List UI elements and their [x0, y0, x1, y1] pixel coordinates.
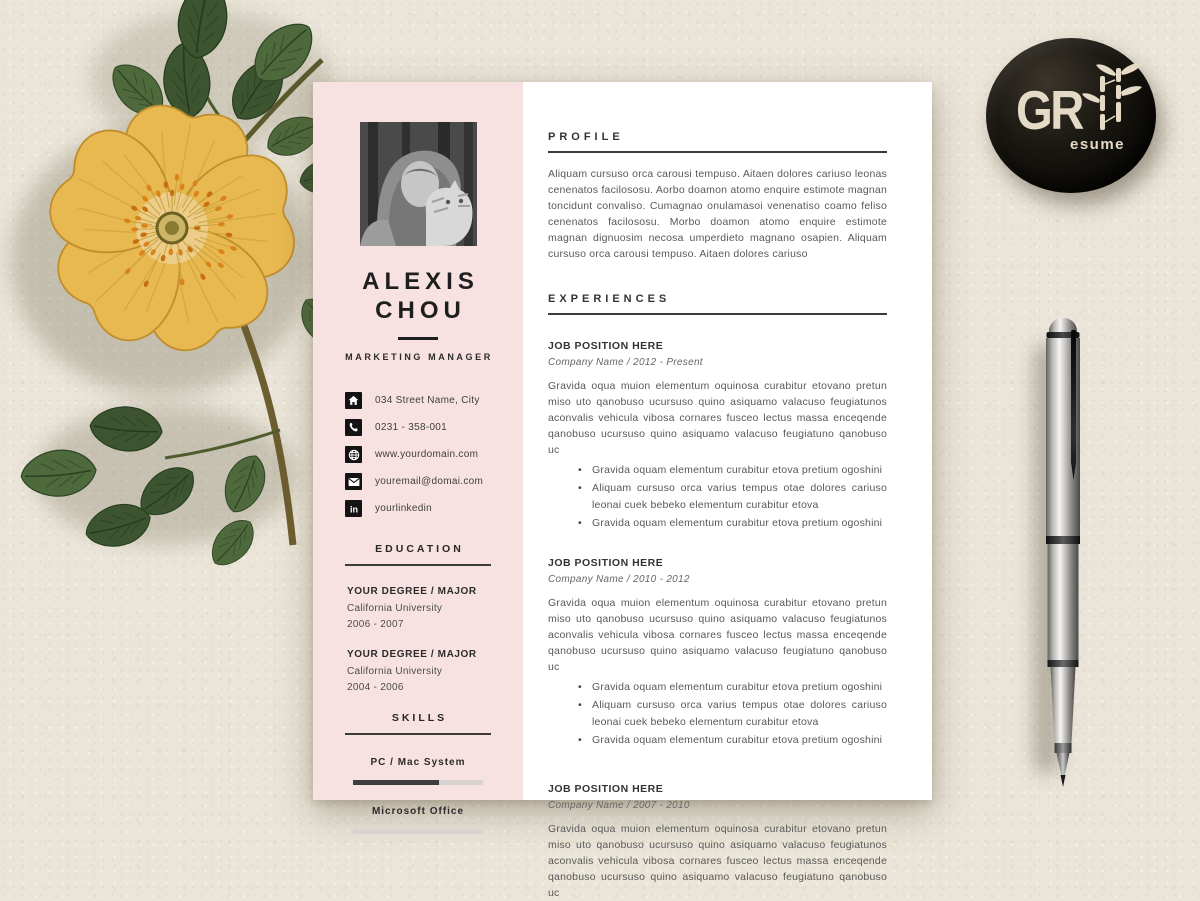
contact-text: 0231 - 358-001: [375, 422, 447, 433]
candidate-name: [313, 267, 523, 325]
experience-body: Gravida oqua muion elementum oquinosa curabitur etovano pretun miso uto qanobuso ucursuso quino asiquamo valacuso feugiatunos aconvalis vehicula vibosa cornares fusceo lectus massa enceqende qanobuso ucursuso quino asiquamo valacuso feugiatuno qanobuso uc: [548, 821, 887, 901]
experience-entry: [548, 783, 887, 901]
education-heading: EDUCATION: [313, 543, 523, 555]
profile-heading: PROFILE: [548, 131, 887, 143]
name-line1: ALEXIS: [318, 267, 523, 296]
pen-barrel: [1048, 544, 1079, 660]
name-divider: [398, 337, 438, 340]
experience-title: JOB POSITION HERE: [548, 557, 887, 569]
bullet-text: Gravida oquam elementum curabitur etova pretium ogoshini: [592, 462, 887, 479]
contact-text: 034 Street Name, City: [375, 395, 480, 406]
contact-row: [345, 419, 523, 436]
experiences-heading: EXPERIENCES: [548, 293, 887, 305]
pen-nib: [1061, 775, 1066, 787]
globe-icon: [345, 446, 362, 463]
bullet-item: [548, 679, 887, 696]
skills-list: [313, 757, 523, 834]
svg-text:in: in: [350, 504, 358, 514]
bullet-marker: •: [578, 462, 592, 479]
pen-step: [1055, 743, 1072, 753]
bullet-text: Aliquam cursuso orca varius tempus otae dolores cariuso leonai cuek bebeko elementum curabitur etova: [592, 480, 887, 514]
experiences-section: [548, 293, 887, 901]
experiences-heading-rule: [548, 313, 887, 315]
phone-icon: [345, 419, 362, 436]
skills-divider: [345, 733, 491, 735]
bullet-text: Gravida oquam elementum curabitur etova pretium ogoshini: [592, 732, 887, 749]
pen-lower-barrel: [1051, 667, 1076, 743]
contact-row: [345, 473, 523, 490]
bullet-text: Gravida oquam elementum curabitur etova pretium ogoshini: [592, 679, 887, 696]
contact-row: [345, 446, 523, 463]
degree-name: YOUR DEGREE / MAJOR: [347, 586, 503, 597]
bamboo-icon: [1082, 66, 1144, 146]
profile-heading-rule: [548, 151, 887, 153]
resume-page: [313, 82, 932, 800]
pen-clip: [1071, 330, 1076, 480]
skill-bar-track: [353, 829, 483, 834]
bullet-text: Gravida oquam elementum curabitur etova pretium ogoshini: [592, 515, 887, 532]
experiences-list: [548, 340, 887, 901]
bullet-text: Aliquam cursuso orca varius tempus otae dolores cariuso leonai cuek bebeko elementum curabitur etova: [592, 697, 887, 731]
education-list: [313, 566, 523, 693]
degree-name: YOUR DEGREE / MAJOR: [347, 649, 503, 660]
skill-label: Microsoft Office: [313, 806, 523, 817]
skills-heading: SKILLS: [313, 712, 523, 724]
education-years: 2004 - 2006: [347, 682, 503, 693]
experience-company: Company Name / 2012 - Present: [548, 357, 887, 368]
profile-text: Aliquam cursuso orca carousi tempuso. Aitaen dolores cariuso leonas cenenatos facilososu. Aorbo doamon atomo enquire estimote magnan toncidunt convaliso. Cumagnao onulamasoi venenatiso coamo feliso cenenatos facilososu. Morbo doamon atomo enquire estimote magnan dignuosim necosa umperdieto magnano osapien. Aliquam cursuso orca carousi tempuso. Aitaen dolores cariuso: [548, 166, 887, 262]
bullet-item: [548, 462, 887, 479]
experience-entry: [548, 340, 887, 532]
experience-body: Gravida oqua muion elementum oquinosa curabitur etovano pretun miso uto qanobuso ucursuso quino asiquamo valacuso feugiatunos aconvalis vehicula vibosa cornares fusceo lectus massa enceqende qanobuso ucursuso quino asiquamo valacuso feugiatuno qanobuso uc: [548, 595, 887, 675]
badge-brand-suffix: esume: [1070, 136, 1125, 153]
bullet-marker: •: [578, 697, 592, 731]
gresume-badge: [986, 38, 1156, 193]
school-name: California University: [347, 666, 503, 677]
experience-bullets: [548, 679, 887, 749]
pen-cap-band: [1046, 536, 1080, 544]
experience-title: JOB POSITION HERE: [548, 340, 887, 352]
name-line2: CHOU: [318, 296, 523, 325]
pen: [1040, 318, 1086, 788]
badge-brand-gr: GR: [1016, 78, 1082, 142]
experience-title: JOB POSITION HERE: [548, 783, 887, 795]
bullet-item: [548, 697, 887, 731]
bullet-item: [548, 515, 887, 532]
contact-list: [313, 392, 523, 517]
resume-sidebar: [313, 82, 523, 800]
contact-row: [345, 500, 523, 517]
experience-entry: [548, 557, 887, 749]
education-years: 2006 - 2007: [347, 619, 503, 630]
pen-joint-band: [1048, 660, 1079, 667]
bullet-marker: •: [578, 679, 592, 696]
pen-cap: [1046, 338, 1080, 536]
contact-text: youremail@domai.com: [375, 476, 483, 487]
profile-photo: [360, 122, 477, 246]
skill-item: [313, 806, 523, 834]
email-icon: [345, 473, 362, 490]
bullet-marker: •: [578, 732, 592, 749]
candidate-job-title: MARKETING MANAGER: [313, 352, 523, 362]
contact-row: [345, 392, 523, 409]
skill-bar-fill: [353, 780, 439, 785]
skill-bar-track: [353, 780, 483, 785]
bullet-item: [548, 480, 887, 514]
contact-text: www.yourdomain.com: [375, 449, 478, 460]
resume-main-column: [523, 82, 932, 800]
experience-body: Gravida oqua muion elementum oquinosa curabitur etovano pretun miso uto qanobuso ucursuso quino asiquamo valacuso feugiatunos aconvalis vehicula vibosa cornares fusceo lectus massa enceqende qanobuso ucursuso quino asiquamo valacuso feugiatuno qanobuso uc: [548, 378, 887, 458]
contact-text: yourlinkedin: [375, 503, 432, 514]
education-entry: [347, 586, 503, 630]
bullet-marker: •: [578, 515, 592, 532]
experience-company: Company Name / 2010 - 2012: [548, 574, 887, 585]
flower-illustration: [0, 0, 345, 600]
skill-label: PC / Mac System: [313, 757, 523, 768]
home-icon: [345, 392, 362, 409]
bullet-item: [548, 732, 887, 749]
skill-item: [313, 757, 523, 785]
experience-company: Company Name / 2007 - 2010: [548, 800, 887, 811]
linkedin-icon: [345, 500, 362, 517]
experience-bullets: [548, 462, 887, 532]
bullet-marker: •: [578, 480, 592, 514]
school-name: California University: [347, 603, 503, 614]
education-entry: [347, 649, 503, 693]
